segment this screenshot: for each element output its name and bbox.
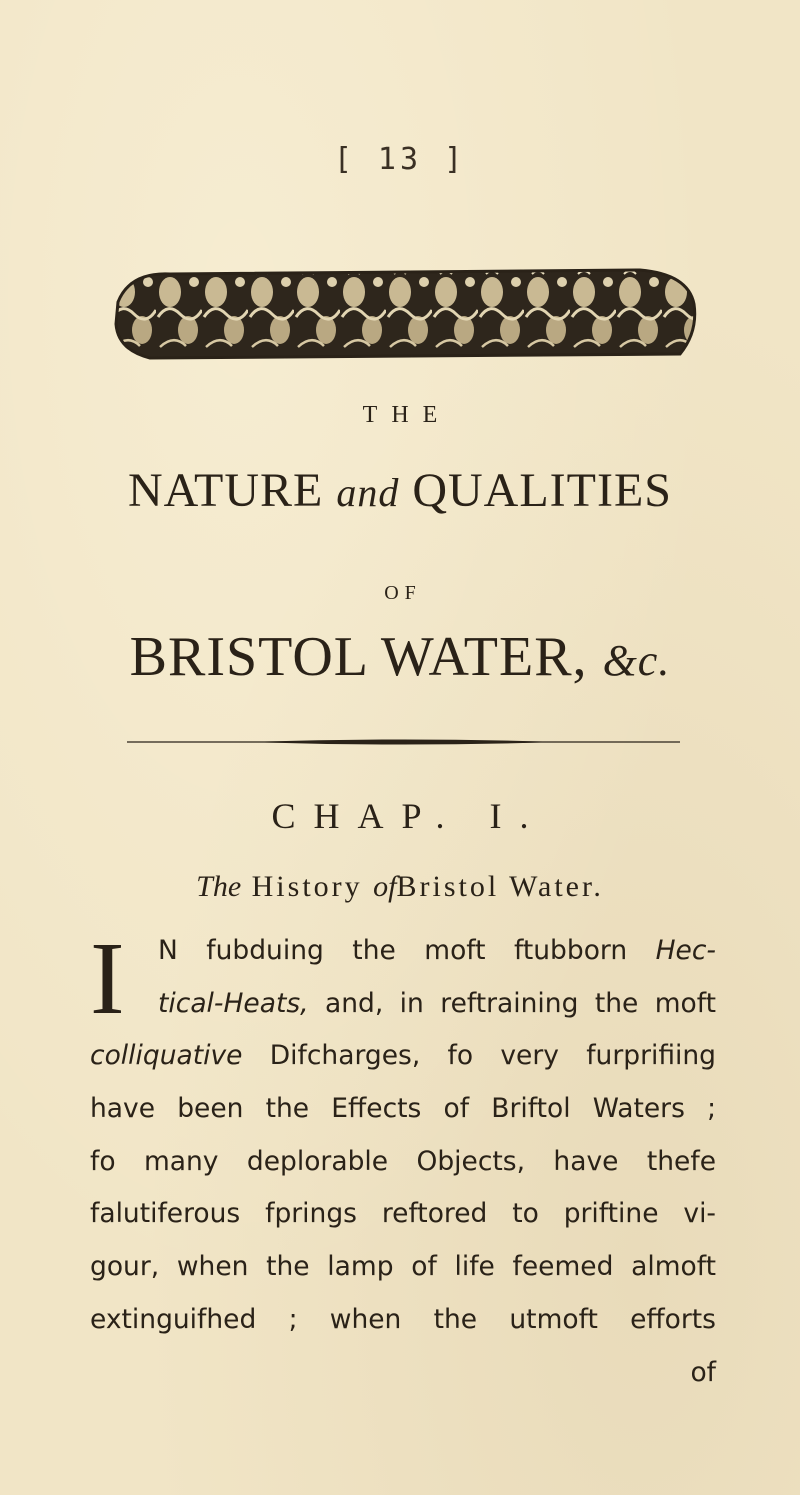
drop-cap: I (90, 921, 125, 1036)
title-nature: NATURE (128, 464, 324, 517)
body-line-1 (90, 925, 716, 978)
body-line-3-text: Difcharges, fo very furprifiing (242, 1040, 716, 1072)
chapter-title-rest: Bristol Water. (396, 870, 604, 903)
chapter-title-history: History (251, 870, 363, 903)
body-line-2-text: and, in reftraining the moft (308, 987, 716, 1019)
section-rule (127, 738, 680, 746)
title-the: THE (362, 402, 452, 428)
catchword: of (690, 1356, 716, 1388)
title-bristol-water (0, 625, 800, 689)
title-of: OF (384, 582, 422, 604)
chapter-title-of: of (373, 870, 397, 903)
chapter-title-the: The (196, 870, 242, 903)
body-line-1-italic: Hec- (655, 935, 716, 966)
title-and: and (336, 470, 400, 515)
page-number: [ 13 ] (333, 142, 467, 177)
body-paragraph (90, 921, 716, 1399)
title-nature-qualities (0, 463, 800, 518)
body-line-6: falutiferous fprings reftored to priftine vi- (90, 1198, 716, 1230)
title-etc: &c. (602, 636, 671, 685)
title-bristol-water-text: BRISTOL WATER, (129, 626, 588, 688)
body-line-5: fo many deplorable Objects, have thefe (90, 1145, 716, 1177)
body-line-4: have been the Effects of Briftol Waters ; (90, 1093, 716, 1125)
chapter-title (0, 870, 800, 904)
body-line-2 (90, 978, 716, 1031)
body-line-3-italic: colliquative (90, 1040, 243, 1072)
body-line-2-italic: tical-Heats, (158, 987, 309, 1019)
body-line-1-text: N fubduing the moft ftubborn (158, 935, 628, 966)
headpiece-ornament (110, 262, 700, 362)
body-line-8: extinguifhed ; when the utmoft efforts (90, 1303, 716, 1335)
body-line-3 (90, 1030, 716, 1083)
title-qualities: QUALITIES (412, 464, 672, 517)
chapter-label: CHAP. I. (271, 796, 547, 836)
body-line-7: gour, when the lamp of life feemed almoft (90, 1251, 716, 1283)
